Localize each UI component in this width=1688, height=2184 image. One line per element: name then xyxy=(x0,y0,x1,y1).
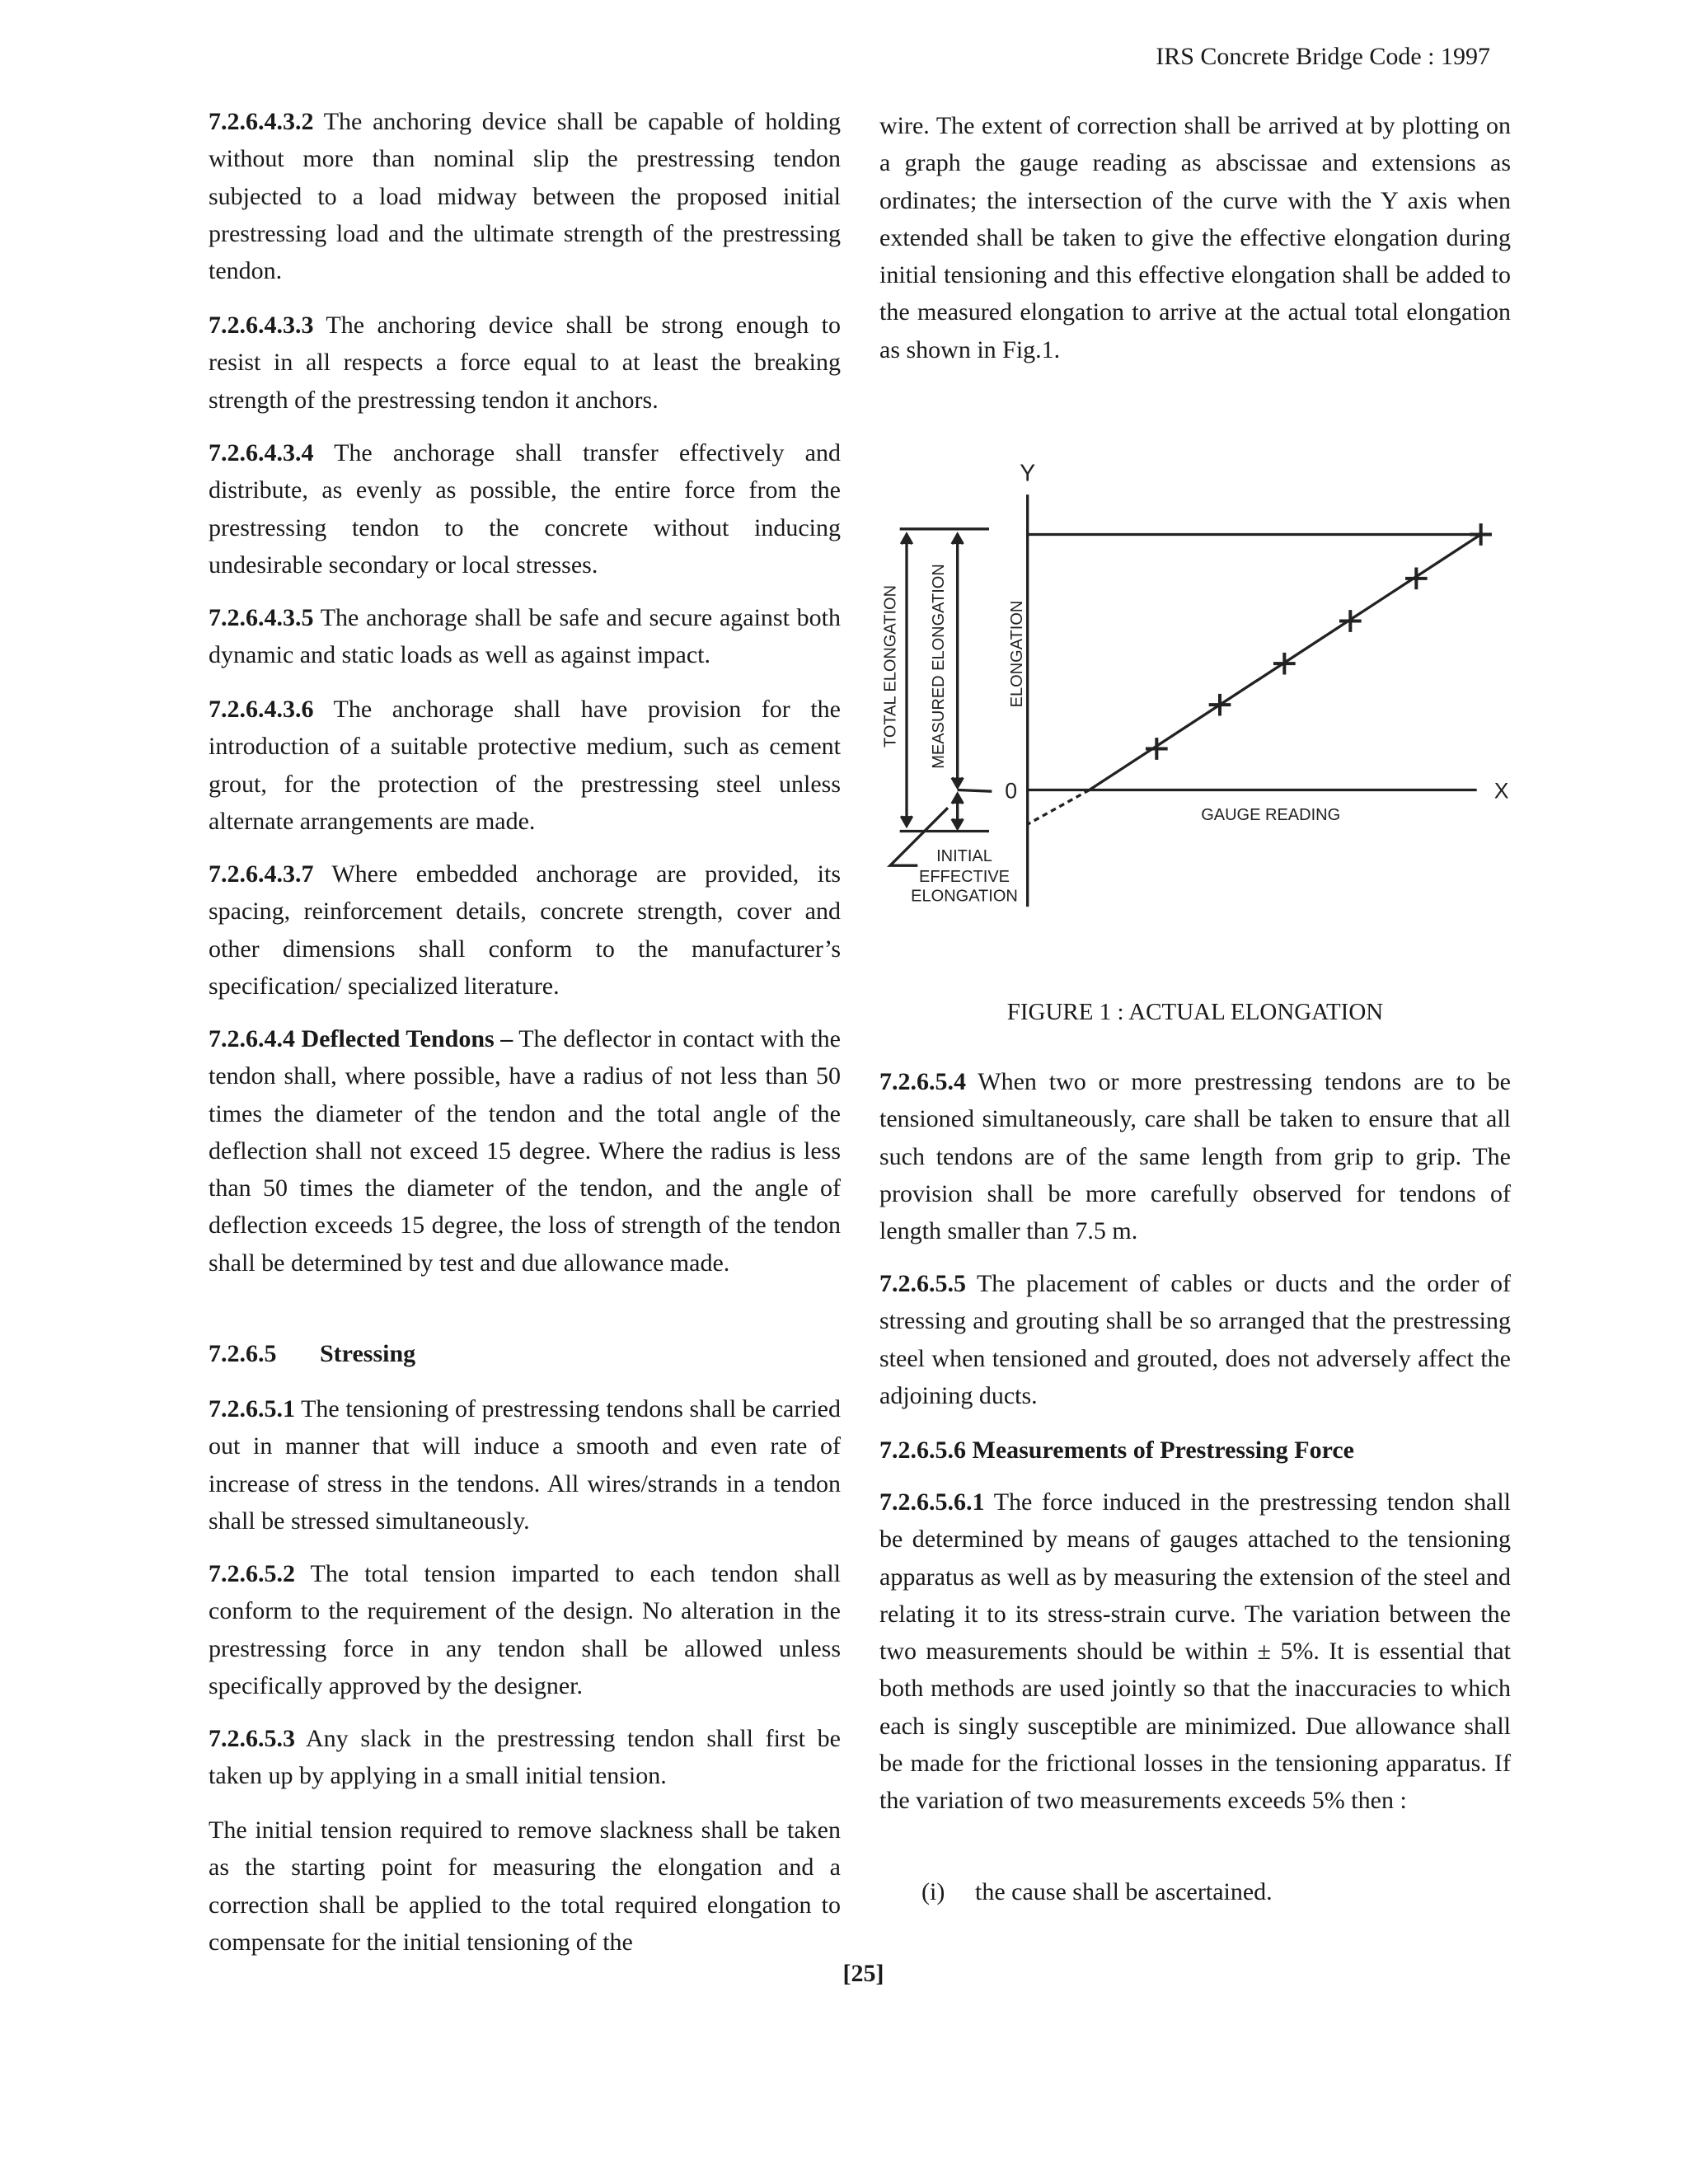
gauge-reading-label: GAUGE READING xyxy=(1201,806,1341,825)
clause-7-2-6-5-3: 7.2.6.5.3 Any slack in the prestressing tendon shall first be taken up by applying in a small initial tension. xyxy=(209,1725,841,1790)
clause-7-2-6-4-3-5: 7.2.6.4.3.5 The anchorage shall be safe and secure against both dynamic and static loads as well as against impact. xyxy=(209,604,841,669)
heading-7-2-6-5-6: 7.2.6.5.6 Measurements of Prestressing Force xyxy=(879,1436,1354,1464)
section-heading-stressing: 7.2.6.5 Stressing xyxy=(209,1340,416,1367)
running-header: IRS Concrete Bridge Code : 1997 xyxy=(1156,43,1490,70)
list-item xyxy=(921,1873,1511,1910)
clause-7-2-6-5-4: 7.2.6.5.4 When two or more prestressing tendons are to be tensioned simultaneously, care shall be taken to ensure that all such tendons are of the same length from grip to grip. The provision shall be more carefully observed for tendons of length smaller than 7.5 m. xyxy=(879,1068,1511,1245)
measured-elongation-arrow xyxy=(952,535,963,788)
paragraph-continued: wire. The extent of correction shall be arrived at by plotting on a graph the gauge reading as abscissae and extensions as ordinates; the intersection of the curve with the Y axis when extended shall be taken to give the effective elongation during initial tensioning and this effective elongation shall be added to the measured elongation to arrive at the actual total elongation as shown in Fig.1. xyxy=(879,112,1511,363)
total-elongation-label: TOTAL ELONGATION xyxy=(881,584,900,748)
clause-7-2-6-4-3-3: 7.2.6.4.3.3 The anchoring device shall be strong enough to resist in all respects a force equal to at least the breaking strength of the prestressing tendon it anchors. xyxy=(209,312,841,414)
list-text: the cause shall be ascertained. xyxy=(975,1878,1273,1905)
measured-elongation-label: MEASURED ELONGATION xyxy=(930,564,948,769)
clause-7-2-6-5-5: 7.2.6.5.5 The placement of cables or ducts and the order of stressing and grouting shall be so arranged that the prestressing steel when tensioned and grouted, does not adversely affect the adjoining ducts. xyxy=(879,1270,1511,1409)
clause-7-2-6-5-6-1: 7.2.6.5.6.1 The force induced in the prestressing tendon shall be determined by means of gauges attached to the tensioning apparatus as well as by measuring the extension of the steel and relating it to its stress-strain curve. The variation between the two measurements should be within ± 5%. It is essential that both methods are used jointly so that the inaccuracies to which each is singly susceptible are minimized. Due allowance shall be made for the frictional losses in the tensioning apparatus. If the variation of two measurements exceeds 5% then : xyxy=(879,1488,1511,1815)
list-marker: (i) xyxy=(921,1878,945,1905)
figure-actual-elongation xyxy=(865,453,1525,921)
initial-label: INITIAL xyxy=(936,847,992,866)
clause-7-2-6-4-3-6: 7.2.6.4.3.6 The anchorage shall have provision for the introduction of a suitable protective medium, such as cement grout, for the protection of the prestressing steel unless alternate arrangements are made. xyxy=(209,696,841,835)
elongation-label: ELONGATION xyxy=(1008,600,1026,708)
effective-label: EFFECTIVE xyxy=(918,868,1010,887)
clause-7-2-6-4-3-7: 7.2.6.4.3.7 Where embedded anchorage are provided, its spacing, reinforcement details, concrete strength, cover and other dimensions shall conform to the manufacturer’s specification/ specialized literature. xyxy=(209,860,841,1000)
initial-elongation-arrow xyxy=(952,794,963,829)
clause-7-2-6-4-3-4: 7.2.6.4.3.4 The anchorage shall transfer effectively and distribute, as evenly as possible, the entire force from the prestressing tendon to the concrete without inducing undesirable secondary or local stresses. xyxy=(209,439,841,579)
zero-tick xyxy=(958,790,992,792)
clause-7-2-6-4-4: 7.2.6.4.4 Deflected Tendons – The deflector in contact with the tendon shall, where possible, have a radius of not less than 50 times the diameter of the tendon and the total angle of the deflection shall not exceed 15 degree. Where the radius is less than 50 times the diameter of the tendon, and the angle of deflection exceeds 15 degree, the loss of strength of the tendon shall be determined by test and due allowance made. xyxy=(209,1025,841,1277)
page-number: [25] xyxy=(842,1960,884,1987)
clause-7-2-6-4-3-2: 7.2.6.4.3.2 The anchoring device shall be capable of holding without more than nominal slip the prestressing tendon subjected to a load midway between the proposed initial prestressing load and the ultimate strength of the prestressing tendon. xyxy=(209,108,841,285)
elongation-sub-label: ELONGATION xyxy=(911,887,1018,906)
paragraph-initial-tension: The initial tension required to remove slackness shall be taken as the starting point for measuring the elongation and a correction shall be applied to the total required elongation to compensate for the initial tensioning of the xyxy=(209,1816,841,1956)
extrapolated-line xyxy=(1028,790,1090,825)
figure-caption: FIGURE 1 : ACTUAL ELONGATION xyxy=(1006,999,1384,1025)
clause-7-2-6-5-1: 7.2.6.5.1 The tensioning of prestressing tendons shall be carried out in manner that will induce a smooth and even rate of increase of stress in the tendons. All wires/strands in a tendon shall be stressed simultaneously. xyxy=(209,1395,841,1535)
x-axis-label: X xyxy=(1493,778,1509,804)
origin-label: 0 xyxy=(1005,778,1018,804)
clause-7-2-6-5-2: 7.2.6.5.2 The total tension imparted to each tendon shall conform to the requirement of the design. No alteration in the prestressing force in any tendon shall be allowed unless specifically approved by the designer. xyxy=(209,1560,841,1699)
total-elongation-arrow xyxy=(901,535,912,826)
y-axis-label: Y xyxy=(1020,460,1036,487)
